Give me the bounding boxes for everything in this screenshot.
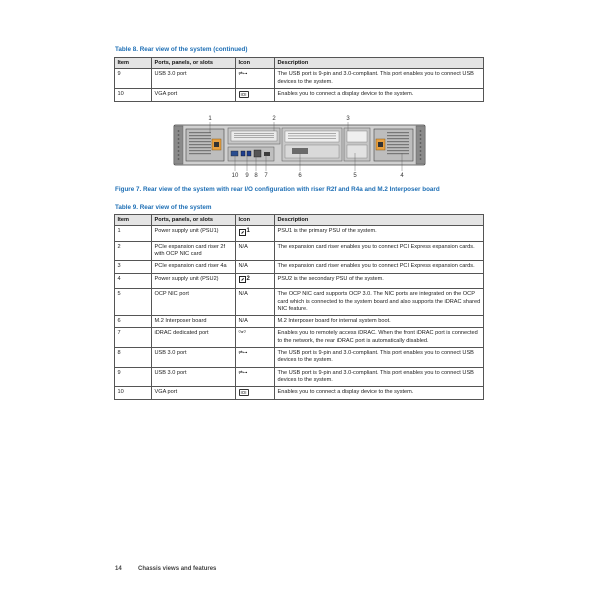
table-row xyxy=(115,69,484,89)
callout-4: 4 xyxy=(400,173,404,179)
header-description: Description xyxy=(275,215,484,226)
table8-caption: Table 8. Rear view of the system (continued) xyxy=(115,46,248,53)
cell-icon: N/A xyxy=(236,241,275,261)
table-row xyxy=(115,387,484,400)
table-header-row xyxy=(115,215,484,226)
header-ports: Ports, panels, or slots xyxy=(152,58,236,69)
callout-8: 8 xyxy=(254,173,258,179)
callout-2: 2 xyxy=(272,116,276,122)
cell-item: 8 xyxy=(115,347,152,367)
vga-icon: IOI xyxy=(236,387,275,400)
riser-2f xyxy=(228,128,280,144)
cell-icon: N/A xyxy=(236,261,275,273)
page-number: 14 xyxy=(115,566,122,572)
cell-item: 10 xyxy=(115,88,152,101)
cell-description: PSU2 is the secondary PSU of the system. xyxy=(275,273,484,289)
cell-item: 5 xyxy=(115,289,152,316)
cell-description: PSU1 is the primary PSU of the system. xyxy=(275,226,484,242)
cell-item: 9 xyxy=(115,367,152,387)
cell-item: 3 xyxy=(115,261,152,273)
cell-port: Power supply unit (PSU2) xyxy=(152,273,236,289)
ocp-and-m2-area xyxy=(282,128,342,161)
psu1 xyxy=(186,129,224,161)
callout-9: 9 xyxy=(245,173,249,179)
cell-port: USB 3.0 port xyxy=(152,347,236,367)
cell-description: The USB port is 9-pin and 3.0-compliant. This port enables you to connect USB devices to the system. xyxy=(275,347,484,367)
callout-1: 1 xyxy=(208,116,212,122)
usb-icon: ⇌⊶ xyxy=(236,367,275,387)
header-icon: Icon xyxy=(236,215,275,226)
section-title: Chassis views and features xyxy=(138,566,217,572)
cell-description: The OCP NIC card supports OCP 3.0. The NIC ports are integrated on the OCP card which is connected to the system board and also supports the iDRAC shared NIC feature. xyxy=(275,289,484,316)
table-row xyxy=(115,289,484,316)
table-row xyxy=(115,328,484,348)
table-row xyxy=(115,261,484,273)
table8 xyxy=(114,57,484,102)
cell-port: USB 3.0 port xyxy=(152,69,236,89)
callout-10: 10 xyxy=(231,173,239,179)
cell-port: PCIe expansion card riser 2f with OCP NIC card xyxy=(152,241,236,261)
callout-7: 7 xyxy=(264,173,268,179)
header-icon: Icon xyxy=(236,58,275,69)
callout-6: 6 xyxy=(298,173,302,179)
cell-description: Enables you to connect a display device to the system. xyxy=(275,88,484,101)
table-row xyxy=(115,88,484,101)
table-row xyxy=(115,347,484,367)
cell-port: PCIe expansion card riser 4a xyxy=(152,261,236,273)
figure7-caption: Figure 7. Rear view of the system with rear I/O configuration with riser R2f and R4a and M.2 Interposer board xyxy=(115,186,440,193)
cell-description: The USB port is 9-pin and 3.0-compliant. This port enables you to connect USB devices to the system. xyxy=(275,367,484,387)
callout-3: 3 xyxy=(346,116,350,122)
cell-port: Power supply unit (PSU1) xyxy=(152,226,236,242)
usb-icon: ⇌⊶ xyxy=(236,347,275,367)
cell-item: 9 xyxy=(115,69,152,89)
cell-port: M.2 Interposer board xyxy=(152,316,236,328)
cell-item: 6 xyxy=(115,316,152,328)
vga-icon: IOI xyxy=(236,88,275,101)
table-row xyxy=(115,241,484,261)
table-header-row xyxy=(115,58,484,69)
cell-item: 10 xyxy=(115,387,152,400)
cell-item: 2 xyxy=(115,241,152,261)
cell-description: Enables you to connect a display device to the system. xyxy=(275,387,484,400)
table-row xyxy=(115,367,484,387)
cell-port: VGA port xyxy=(152,88,236,101)
cell-port: OCP NIC port xyxy=(152,289,236,316)
cell-icon: N/A xyxy=(236,289,275,316)
cell-port: iDRAC dedicated port xyxy=(152,328,236,348)
cell-port: USB 3.0 port xyxy=(152,367,236,387)
usb-icon: ⇌⊶ xyxy=(236,69,275,89)
psu-icon: 2 xyxy=(236,273,275,289)
header-item: Item xyxy=(115,215,152,226)
header-ports: Ports, panels, or slots xyxy=(152,215,236,226)
header-description: Description xyxy=(275,58,484,69)
cell-description: The expansion card riser enables you to connect PCI Express expansion cards. xyxy=(275,241,484,261)
psu-icon: 1 xyxy=(236,226,275,242)
cell-description: The USB port is 9-pin and 3.0-compliant. This port enables you to connect USB devices to the system. xyxy=(275,69,484,89)
table-row xyxy=(115,226,484,242)
riser-4a xyxy=(344,128,370,161)
table-row xyxy=(115,316,484,328)
table-row xyxy=(115,273,484,289)
cell-description: The expansion card riser enables you to connect PCI Express expansion cards. xyxy=(275,261,484,273)
cell-description: M.2 Interposer board for internal system boot. xyxy=(275,316,484,328)
cell-item: 7 xyxy=(115,328,152,348)
cell-description: Enables you to remotely access iDRAC. When the front iDRAC port is connected to the network, the rear iDRAC port is automatically disabled. xyxy=(275,328,484,348)
header-item: Item xyxy=(115,58,152,69)
table9-caption: Table 9. Rear view of the system xyxy=(115,204,212,211)
cell-icon: N/A xyxy=(236,316,275,328)
cell-port: VGA port xyxy=(152,387,236,400)
table9 xyxy=(114,214,484,400)
network-icon: ᵒ∘ᵒ xyxy=(236,328,275,348)
cell-item: 4 xyxy=(115,273,152,289)
server-rear-view-figure xyxy=(172,111,427,185)
psu2 xyxy=(374,129,413,161)
callout-5: 5 xyxy=(353,173,357,179)
cell-item: 1 xyxy=(115,226,152,242)
